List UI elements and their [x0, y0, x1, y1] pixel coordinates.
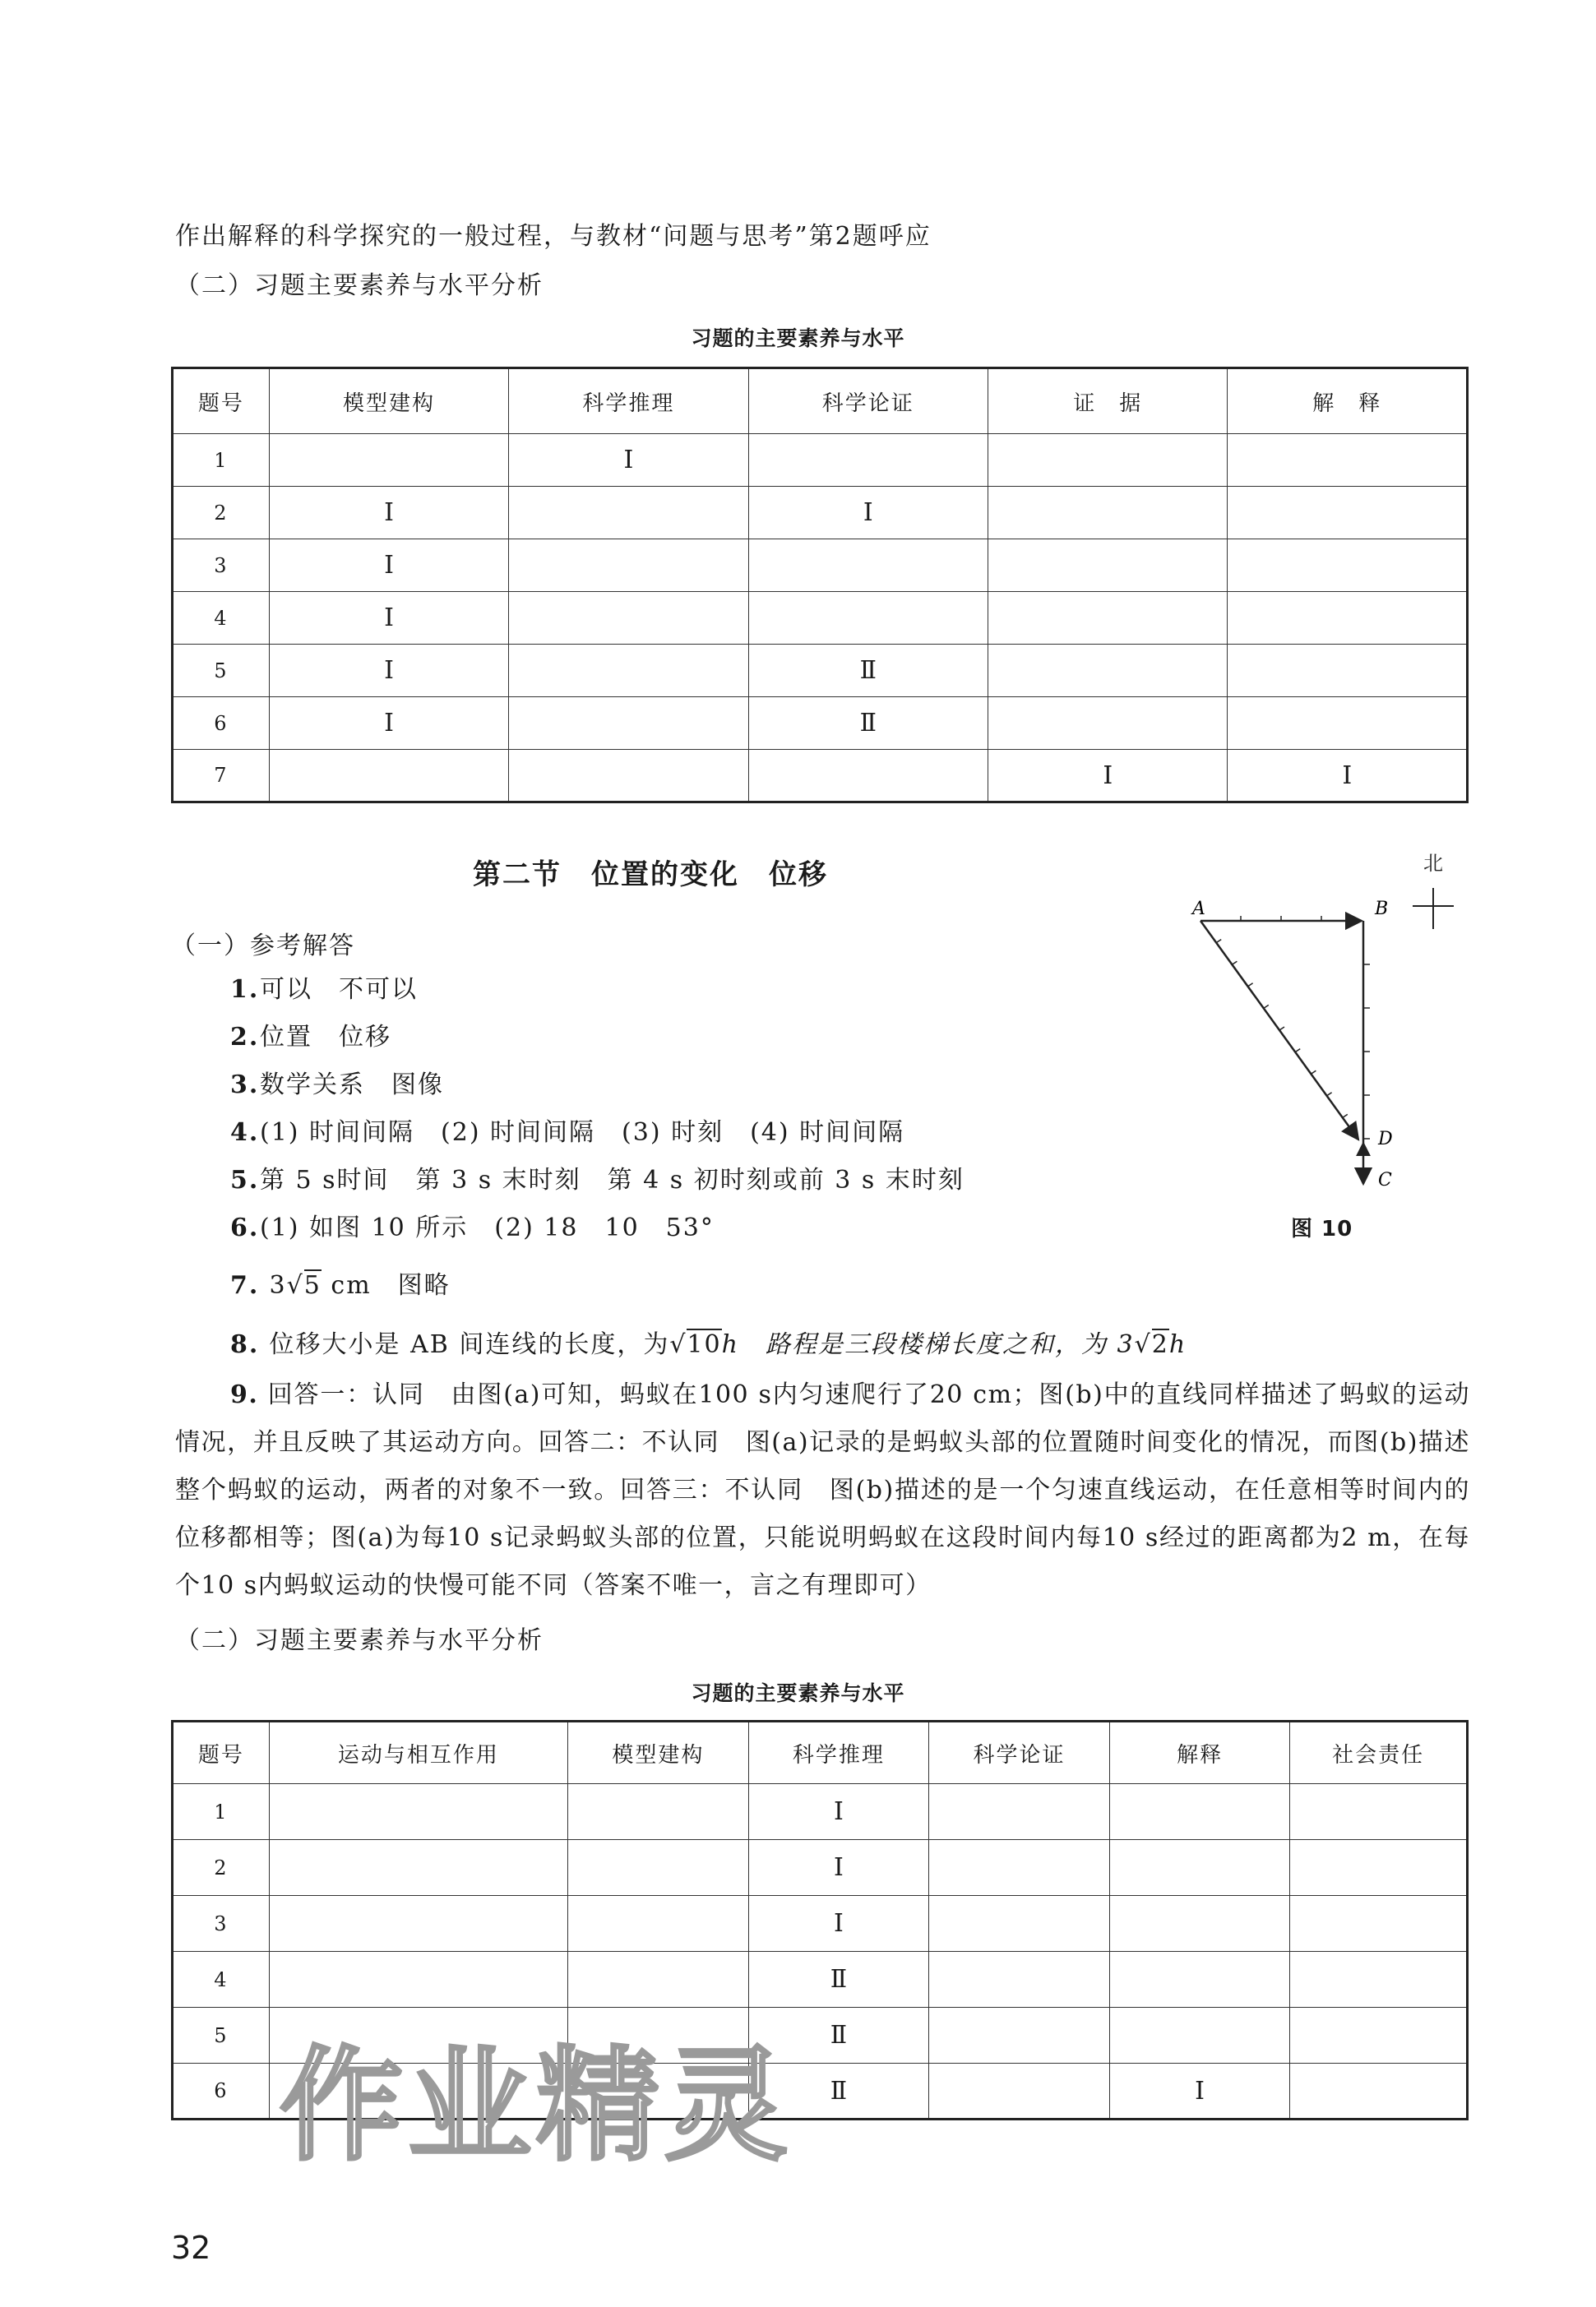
- table-row: [173, 1840, 1468, 1896]
- level-cell: [1109, 1784, 1290, 1840]
- header-row: [173, 1722, 1468, 1784]
- answer-number: 1.: [230, 975, 260, 1004]
- question-number-cell: 2: [173, 1840, 270, 1896]
- column-header: 解释: [1109, 1722, 1290, 1784]
- answer-text: 位置 位移: [260, 1023, 391, 1052]
- answer-7-number: 7.: [230, 1271, 260, 1300]
- section1-sub-heading: （二）习题主要素养与水平分析: [175, 271, 544, 300]
- section2-sub2: （二）习题主要素养与水平分析: [175, 1626, 544, 1655]
- question-number-cell: 1: [173, 434, 270, 487]
- level-cell: Ⅱ: [748, 2064, 929, 2120]
- question-number-cell: 3: [173, 539, 270, 592]
- column-header: 运动与相互作用: [269, 1722, 567, 1784]
- level-cell: [509, 750, 748, 802]
- level-cell: [509, 487, 748, 539]
- level-cell: [988, 487, 1228, 539]
- answer-8-text-c: h: [1168, 1330, 1187, 1359]
- level-cell: [929, 1840, 1110, 1896]
- answer-number: 3.: [230, 1070, 260, 1099]
- table-row: [173, 1896, 1468, 1952]
- level-cell: [1228, 697, 1468, 750]
- answer-item: [230, 1112, 965, 1159]
- tick-ad: [1343, 1114, 1348, 1117]
- table-row: [173, 645, 1468, 697]
- level-cell: [929, 2008, 1110, 2064]
- answer-number: 6.: [230, 1214, 260, 1242]
- question-number-cell: 3: [173, 1896, 270, 1952]
- page-number: 32: [171, 2230, 211, 2266]
- level-cell: Ⅰ: [269, 539, 508, 592]
- answer-8-radicand-1: 10: [687, 1330, 722, 1359]
- question-number-cell: 7: [173, 750, 270, 802]
- level-cell: Ⅰ: [1228, 750, 1468, 802]
- table1: [171, 367, 1469, 803]
- level-cell: [269, 1840, 567, 1896]
- answer-7-rest: cm 图略: [321, 1271, 451, 1300]
- answer-9-number: 9.: [230, 1380, 259, 1409]
- tick-ad: [1264, 1005, 1269, 1008]
- level-cell: [1228, 645, 1468, 697]
- level-cell: [1290, 1784, 1468, 1840]
- level-cell: [929, 2064, 1110, 2120]
- level-cell: [988, 645, 1228, 697]
- column-header: 解 释: [1228, 368, 1468, 434]
- answer-8: [230, 1324, 1187, 1360]
- answer-9-text: 回答一：认同 由图(a)可知，蚂蚁在100 s内匀速爬行了20 cm；图(b)中的直线同样描述了蚂蚁的运动情况，并且反映了其运动方向。回答二：不认同 图(a)记录的是蚂蚁头部的位置随时间变化的情况，而图(b)描述整个蚂蚁的运动，两者的对象不一致。回答三：不认同 图(b)描述的是一个匀速直线运动，在任意相等时间内的位移都相等；图(a)为每10 s记录蚂蚁头部的位置，只能说明蚂蚁在这段时间内每10 s经过的距离都为2 m，在每个10 s内蚂蚁运动的快慢可能不同（答案不唯一，言之有理即可）: [175, 1380, 1470, 1600]
- level-cell: [1290, 1840, 1468, 1896]
- table-row: [173, 592, 1468, 645]
- level-cell: Ⅰ: [1109, 2064, 1290, 2120]
- level-cell: [1290, 1952, 1468, 2008]
- column-header: 科学推理: [748, 1722, 929, 1784]
- level-cell: [509, 539, 748, 592]
- level-cell: [1109, 1952, 1290, 2008]
- question-number-cell: 1: [173, 1784, 270, 1840]
- level-cell: [1290, 2008, 1468, 2064]
- level-cell: [988, 434, 1228, 487]
- level-cell: Ⅱ: [748, 1952, 929, 2008]
- table-row: [173, 1784, 1468, 1840]
- tick-ad: [1232, 961, 1237, 964]
- table-row: [173, 434, 1468, 487]
- level-cell: [1109, 1896, 1290, 1952]
- answer-text: 数学关系 图像: [260, 1070, 444, 1099]
- level-cell: Ⅰ: [748, 1896, 929, 1952]
- level-cell: [568, 1784, 749, 1840]
- tick-ad: [1279, 1027, 1284, 1030]
- intro-line: 作出解释的科学探究的一般过程，与教材“问题与思考”第2题呼应: [175, 222, 932, 251]
- level-cell: [269, 1784, 567, 1840]
- figure-10-caption: 图 10: [1291, 1217, 1353, 1241]
- column-header: 科学推理: [509, 368, 748, 434]
- watermark: 作业精灵: [280, 2035, 793, 2178]
- level-cell: Ⅰ: [269, 645, 508, 697]
- level-cell: Ⅰ: [269, 697, 508, 750]
- level-cell: Ⅰ: [748, 487, 988, 539]
- level-cell: [1290, 2064, 1468, 2120]
- level-cell: [269, 434, 508, 487]
- level-cell: Ⅱ: [748, 645, 988, 697]
- answer-text: 第 5 s时间 第 3 s 末时刻 第 4 s 初时刻或前 3 s 末时刻: [260, 1166, 965, 1195]
- level-cell: Ⅰ: [748, 1784, 929, 1840]
- answer-item: [230, 1016, 965, 1064]
- answer-item: [230, 969, 965, 1016]
- section2-sub1: （一）参考解答: [171, 932, 355, 960]
- level-cell: [1228, 539, 1468, 592]
- level-cell: Ⅰ: [748, 1840, 929, 1896]
- column-header: 证 据: [988, 368, 1228, 434]
- answer-7-radicand: 5: [303, 1271, 322, 1300]
- answer-text: (1) 如图 10 所示 (2) 18 10 53°: [260, 1214, 715, 1242]
- point-d-label: D: [1378, 1129, 1393, 1149]
- answer-number: 4.: [230, 1118, 260, 1147]
- level-cell: [1228, 434, 1468, 487]
- question-number-cell: 4: [173, 1952, 270, 2008]
- level-cell: [509, 697, 748, 750]
- point-a-label: A: [1192, 899, 1205, 919]
- table-row: [173, 697, 1468, 750]
- point-b-label: B: [1375, 899, 1389, 919]
- point-c-label: C: [1378, 1170, 1392, 1190]
- question-number-cell: 4: [173, 592, 270, 645]
- answer-8-text-b: h 路程是三段楼梯长度之和，为 3: [721, 1330, 1135, 1359]
- table1-caption: 习题的主要素养与水平: [691, 326, 905, 350]
- column-header: 模型建构: [568, 1722, 749, 1784]
- figure-10: [1184, 847, 1464, 1225]
- answer-8-number: 8.: [230, 1330, 260, 1359]
- tick-ad: [1295, 1049, 1300, 1052]
- level-cell: [988, 697, 1228, 750]
- sqrt-symbol: √: [286, 1271, 304, 1300]
- answer-item: [230, 1159, 965, 1207]
- answer-8-radicand-2: 2: [1151, 1330, 1169, 1359]
- level-cell: [269, 1952, 567, 2008]
- header-row: [173, 368, 1468, 434]
- answer-7-coef: 3: [269, 1271, 287, 1300]
- table2-caption: 习题的主要素养与水平: [691, 1681, 905, 1705]
- table-row: [173, 750, 1468, 802]
- tick-ad: [1248, 983, 1253, 987]
- column-header: 题号: [173, 368, 270, 434]
- section2-title: 第二节 位置的变化 位移: [473, 858, 828, 891]
- question-number-cell: 2: [173, 487, 270, 539]
- level-cell: [1109, 1840, 1290, 1896]
- level-cell: [1290, 1896, 1468, 1952]
- level-cell: [509, 592, 748, 645]
- question-number-cell: 5: [173, 2008, 270, 2064]
- tick-ad: [1216, 940, 1221, 943]
- answer-text: (1) 时间间隔 (2) 时间间隔 (3) 时刻 (4) 时间间隔: [260, 1118, 905, 1147]
- tick-ad: [1327, 1093, 1332, 1096]
- sqrt-symbol: √: [669, 1330, 687, 1359]
- column-header: 题号: [173, 1722, 270, 1784]
- scale-ticks: [1216, 916, 1370, 1139]
- column-header: 社会责任: [1290, 1722, 1468, 1784]
- level-cell: [509, 645, 748, 697]
- question-number-cell: 6: [173, 697, 270, 750]
- level-cell: Ⅱ: [748, 2008, 929, 2064]
- level-cell: [748, 750, 988, 802]
- level-cell: [568, 1840, 749, 1896]
- level-cell: Ⅱ: [748, 697, 988, 750]
- level-cell: [1109, 2008, 1290, 2064]
- level-cell: [929, 1784, 1110, 1840]
- answer-text: 可以 不可以: [260, 975, 418, 1004]
- tick-ad: [1311, 1070, 1316, 1074]
- level-cell: [748, 592, 988, 645]
- level-cell: [748, 539, 988, 592]
- answer-number: 5.: [230, 1166, 260, 1195]
- level-cell: [1228, 487, 1468, 539]
- question-number-cell: 5: [173, 645, 270, 697]
- level-cell: [269, 1896, 567, 1952]
- answer-7: [230, 1264, 451, 1301]
- answer-9: [175, 1371, 1470, 1610]
- table-row: [173, 487, 1468, 539]
- level-cell: Ⅰ: [988, 750, 1228, 802]
- level-cell: [269, 750, 508, 802]
- level-cell: [988, 539, 1228, 592]
- level-cell: [568, 1952, 749, 2008]
- answer-list: [230, 969, 965, 1255]
- answer-item: [230, 1064, 965, 1112]
- level-cell: [929, 1952, 1110, 2008]
- level-cell: Ⅰ: [269, 592, 508, 645]
- table-row: [173, 539, 1468, 592]
- column-header: 科学论证: [929, 1722, 1110, 1784]
- answer-8-text-a: 位移大小是 AB 间连线的长度，为: [269, 1330, 670, 1359]
- level-cell: Ⅰ: [509, 434, 748, 487]
- question-number-cell: 6: [173, 2064, 270, 2120]
- answer-number: 2.: [230, 1023, 260, 1052]
- north-label: 北: [1423, 852, 1443, 875]
- column-header: 科学论证: [748, 368, 988, 434]
- level-cell: [988, 592, 1228, 645]
- sqrt-symbol: √: [1134, 1330, 1152, 1359]
- table-row: [173, 1952, 1468, 2008]
- level-cell: [748, 434, 988, 487]
- answer-item: [230, 1207, 965, 1255]
- column-header: 模型建构: [269, 368, 508, 434]
- level-cell: [929, 1896, 1110, 1952]
- level-cell: [568, 1896, 749, 1952]
- level-cell: Ⅰ: [269, 487, 508, 539]
- level-cell: [1228, 592, 1468, 645]
